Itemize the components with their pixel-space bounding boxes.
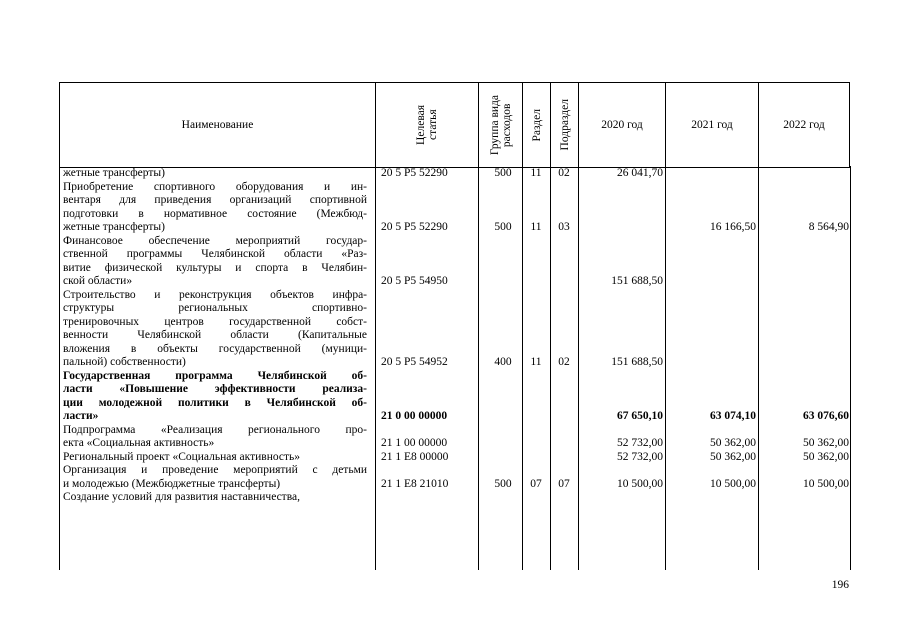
table-row [59,464,850,491]
row-name-line: Региональный проект «Социальная активность» [63,450,301,463]
table-row [59,289,850,370]
page-number: 196 [831,579,849,591]
row-section: 07 [530,477,542,490]
row-name-line: и молодежью (Межбюджетные трансферты) [63,477,281,490]
row-subsection: 02 [558,167,570,179]
row-value-2020: 52 732,00 [617,437,663,449]
row-expense-group: 500 [494,221,512,233]
row-target-article: 20 5 P5 54950 [381,275,448,287]
row-name-line: венности Челябинской области (Капитальные [63,329,367,341]
row-subsection: 07 [558,477,570,490]
table-row [59,235,850,289]
header-section: Раздел [522,83,550,167]
grid-line [850,166,851,570]
row-value-2021: 63 074,10 [710,410,756,422]
row-name-line: вентаря для приведения организаций спортивной [63,194,367,206]
row-value-2021: 10 500,00 [710,477,756,490]
row-name [63,370,367,424]
row-target-article: 21 1 00 00000 [381,437,448,449]
row-value-2020: 26 041,70 [617,167,663,179]
row-section: 11 [530,167,542,179]
table-row [59,424,850,451]
row-name-line: витие физической культуры и спорта в Челябин- [63,261,367,274]
row-value-2020: 67 650,10 [617,410,663,422]
row-name [63,491,367,505]
row-expense-group: 500 [494,477,512,490]
row-name [63,464,367,491]
row-value-2022: 50 362,00 [803,450,849,463]
row-name-line: ласти «Повышение эффективности реализа- [63,383,367,395]
header-target-article: Целевая статья [375,83,478,167]
row-target-article: 20 5 P5 54952 [381,356,448,368]
row-name-line: Государственная программа Челябинской об- [63,369,367,382]
row-name [63,424,367,451]
row-target-article: 20 5 P5 52290 [381,221,448,233]
row-name-line: Организация и проведение мероприятий с детьми [63,464,367,476]
row-name-line: ской области» [63,275,133,287]
row-name-line: вложения в объекты государственной (муници- [63,342,367,355]
row-value-2022: 63 076,60 [803,410,849,422]
header-expense-group: Группа вида расходов [478,83,522,167]
row-expense-group: 400 [494,356,512,368]
row-name [63,235,367,289]
row-subsection: 02 [558,356,570,368]
row-name-line: жетные трансферты) [63,221,165,233]
table-row [59,181,850,235]
row-value-2021: 50 362,00 [710,437,756,449]
table-header [59,82,850,168]
row-value-2020: 151 688,50 [611,275,663,287]
header-subsection: Подраздел [550,83,578,167]
row-name-line: екта «Социальная активность» [63,437,215,449]
row-section: 11 [530,356,542,368]
row-subsection: 03 [558,221,570,233]
header-2022: 2022 год [758,83,850,167]
table-row [59,491,850,505]
row-target-article: 21 1 E8 00000 [381,450,449,463]
row-name [63,451,367,465]
row-name-line: Финансовое обеспечение мероприятий государ- [63,234,367,247]
row-name-line: Создание условий для развития наставничества, [63,491,300,503]
row-value-2020: 10 500,00 [617,477,663,490]
row-value-2021: 50 362,00 [710,450,756,463]
row-name [63,181,367,235]
row-value-2022: 50 362,00 [803,437,849,449]
header-2021: 2021 год [665,83,758,167]
row-name-line: структуры региональных спортивно- [63,302,367,314]
row-name-line: пальной) собственности) [63,356,186,368]
row-name-line: подготовки в нормативное состояние (Межбюд- [63,207,367,220]
row-value-2020: 151 688,50 [611,356,663,368]
row-name-line: ласти» [63,410,99,422]
table-row [59,167,850,181]
row-name-line: ции молодежной политики в Челябинской об- [63,396,367,409]
table-row [59,451,850,465]
row-value-2022: 10 500,00 [803,477,849,490]
row-target-article: 21 1 E8 21010 [381,477,449,490]
row-name-line: тренировочных центров государственной собст- [63,315,367,328]
row-name-line: ственной программы Челябинской области «Раз- [63,248,367,260]
row-section: 11 [530,221,542,233]
row-value-2021: 16 166,50 [710,221,756,233]
row-name-line: Приобретение спортивного оборудования и ин- [63,180,367,193]
row-name [63,167,367,181]
header-2020: 2020 год [578,83,665,167]
row-expense-group: 500 [494,167,512,179]
table-row [59,370,850,424]
header-name: Наименование [59,83,375,167]
row-value-2020: 52 732,00 [617,450,663,463]
row-name-line: Подпрограмма «Реализация регионального про- [63,423,367,436]
row-name-line: Строительство и реконструкция объектов инфра- [63,288,367,301]
row-target-article: 21 0 00 00000 [381,410,448,422]
row-name [63,289,367,370]
row-name-line: жетные трансферты) [63,167,165,179]
row-value-2022: 8 564,90 [808,221,849,233]
row-target-article: 20 5 P5 52290 [381,167,448,179]
